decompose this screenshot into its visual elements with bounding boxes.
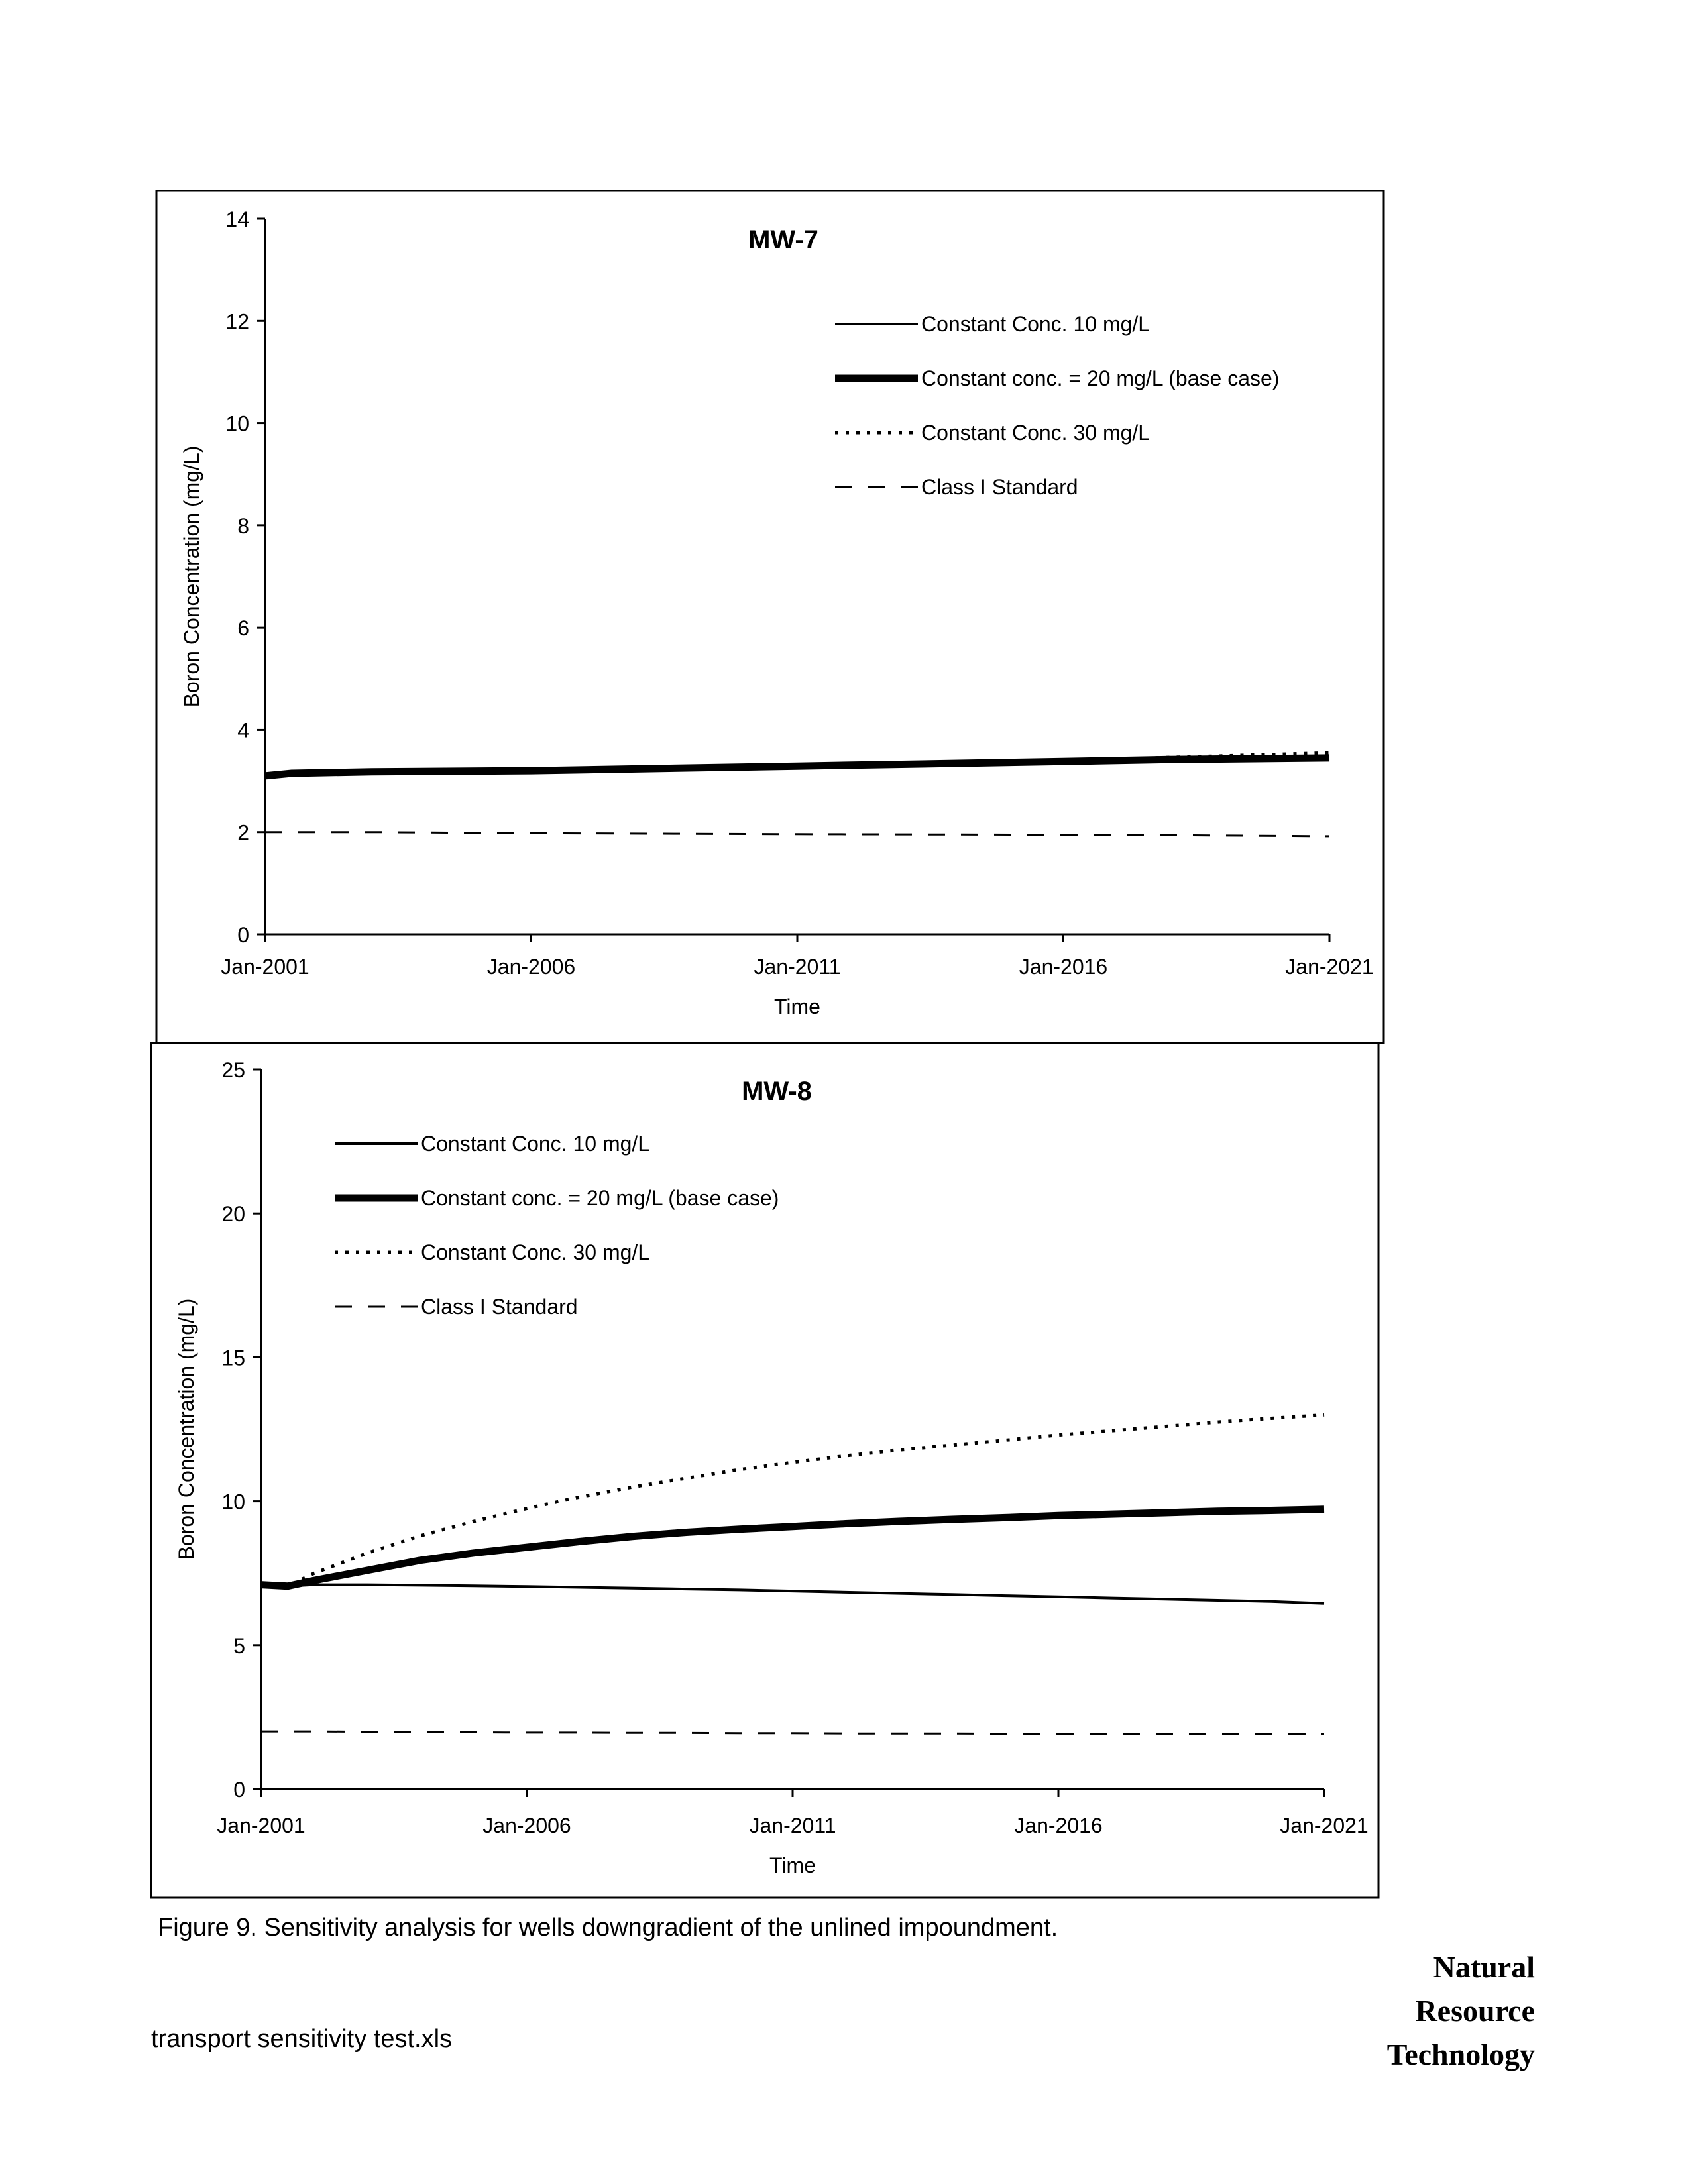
chart-panel-2: [151, 1043, 1378, 1898]
company-line-1: Natural: [1433, 1950, 1535, 1984]
x-tick-label: Jan-2006: [486, 955, 576, 979]
legend: [835, 312, 1279, 499]
y-tick-label: 2: [237, 820, 249, 845]
y-tick-label: 10: [225, 411, 249, 436]
x-tick-label: Jan-2021: [1285, 955, 1374, 979]
legend-label: Constant Conc. 10 mg/L: [421, 1132, 650, 1156]
x-axis-label: Time: [774, 995, 820, 1018]
legend-label: Constant Conc. 10 mg/L: [921, 312, 1151, 336]
x-tick-label: Jan-2016: [1019, 955, 1108, 979]
chart-title: MW-7: [748, 225, 818, 254]
y-tick-label: 0: [233, 1778, 245, 1802]
x-tick-label: Jan-2001: [217, 1814, 306, 1837]
y-tick-label: 8: [237, 514, 249, 538]
source-filename: transport sensitivity test.xls: [151, 2025, 453, 2053]
chart-frame: [156, 191, 1384, 1043]
figure-caption: Figure 9. Sensitivity analysis for wells downgradient of the unlined impoundment.: [158, 1914, 1058, 1941]
company-line-3: Technology: [1386, 2038, 1535, 2071]
y-tick-label: 15: [221, 1346, 245, 1370]
chart-title: MW-8: [742, 1077, 812, 1106]
legend-label: Class I Standard: [421, 1295, 578, 1319]
series-line-dashed: [261, 1731, 1324, 1734]
y-tick-label: 4: [237, 718, 249, 743]
chart-frame: [151, 1043, 1378, 1898]
x-tick-label: Jan-2001: [221, 955, 309, 979]
y-tick-label: 6: [237, 616, 249, 641]
x-tick-label: Jan-2016: [1014, 1814, 1103, 1837]
y-tick-label: 12: [225, 309, 249, 334]
legend: [335, 1132, 779, 1319]
series-line-thick: [261, 1509, 1324, 1586]
y-tick-label: 25: [221, 1058, 245, 1082]
legend-label: Class I Standard: [921, 475, 1078, 499]
y-tick-label: 14: [225, 207, 249, 231]
company-line-2: Resource: [1415, 1994, 1535, 2028]
y-axis-label: Boron Concentration (mg/L): [174, 1298, 198, 1560]
series-line-dashed: [265, 832, 1329, 836]
series-line-thin: [261, 1585, 1324, 1604]
chart-panel-1: [156, 191, 1384, 1043]
x-tick-label: Jan-2011: [754, 955, 841, 979]
legend-label: Constant Conc. 30 mg/L: [921, 421, 1151, 445]
y-tick-label: 20: [221, 1202, 245, 1227]
y-tick-label: 0: [237, 923, 249, 947]
x-axis-label: Time: [769, 1853, 816, 1877]
y-tick-label: 10: [221, 1490, 245, 1514]
legend-label: Constant conc. = 20 mg/L (base case): [421, 1186, 779, 1210]
company-name: [1387, 1945, 1535, 2077]
legend-label: Constant Conc. 30 mg/L: [421, 1240, 650, 1264]
y-axis-label: Boron Concentration (mg/L): [180, 445, 203, 708]
x-tick-label: Jan-2011: [749, 1814, 836, 1837]
legend-label: Constant conc. = 20 mg/L (base case): [921, 366, 1280, 390]
x-tick-label: Jan-2006: [482, 1814, 571, 1837]
x-tick-label: Jan-2021: [1280, 1814, 1369, 1837]
y-tick-label: 5: [233, 1633, 245, 1658]
